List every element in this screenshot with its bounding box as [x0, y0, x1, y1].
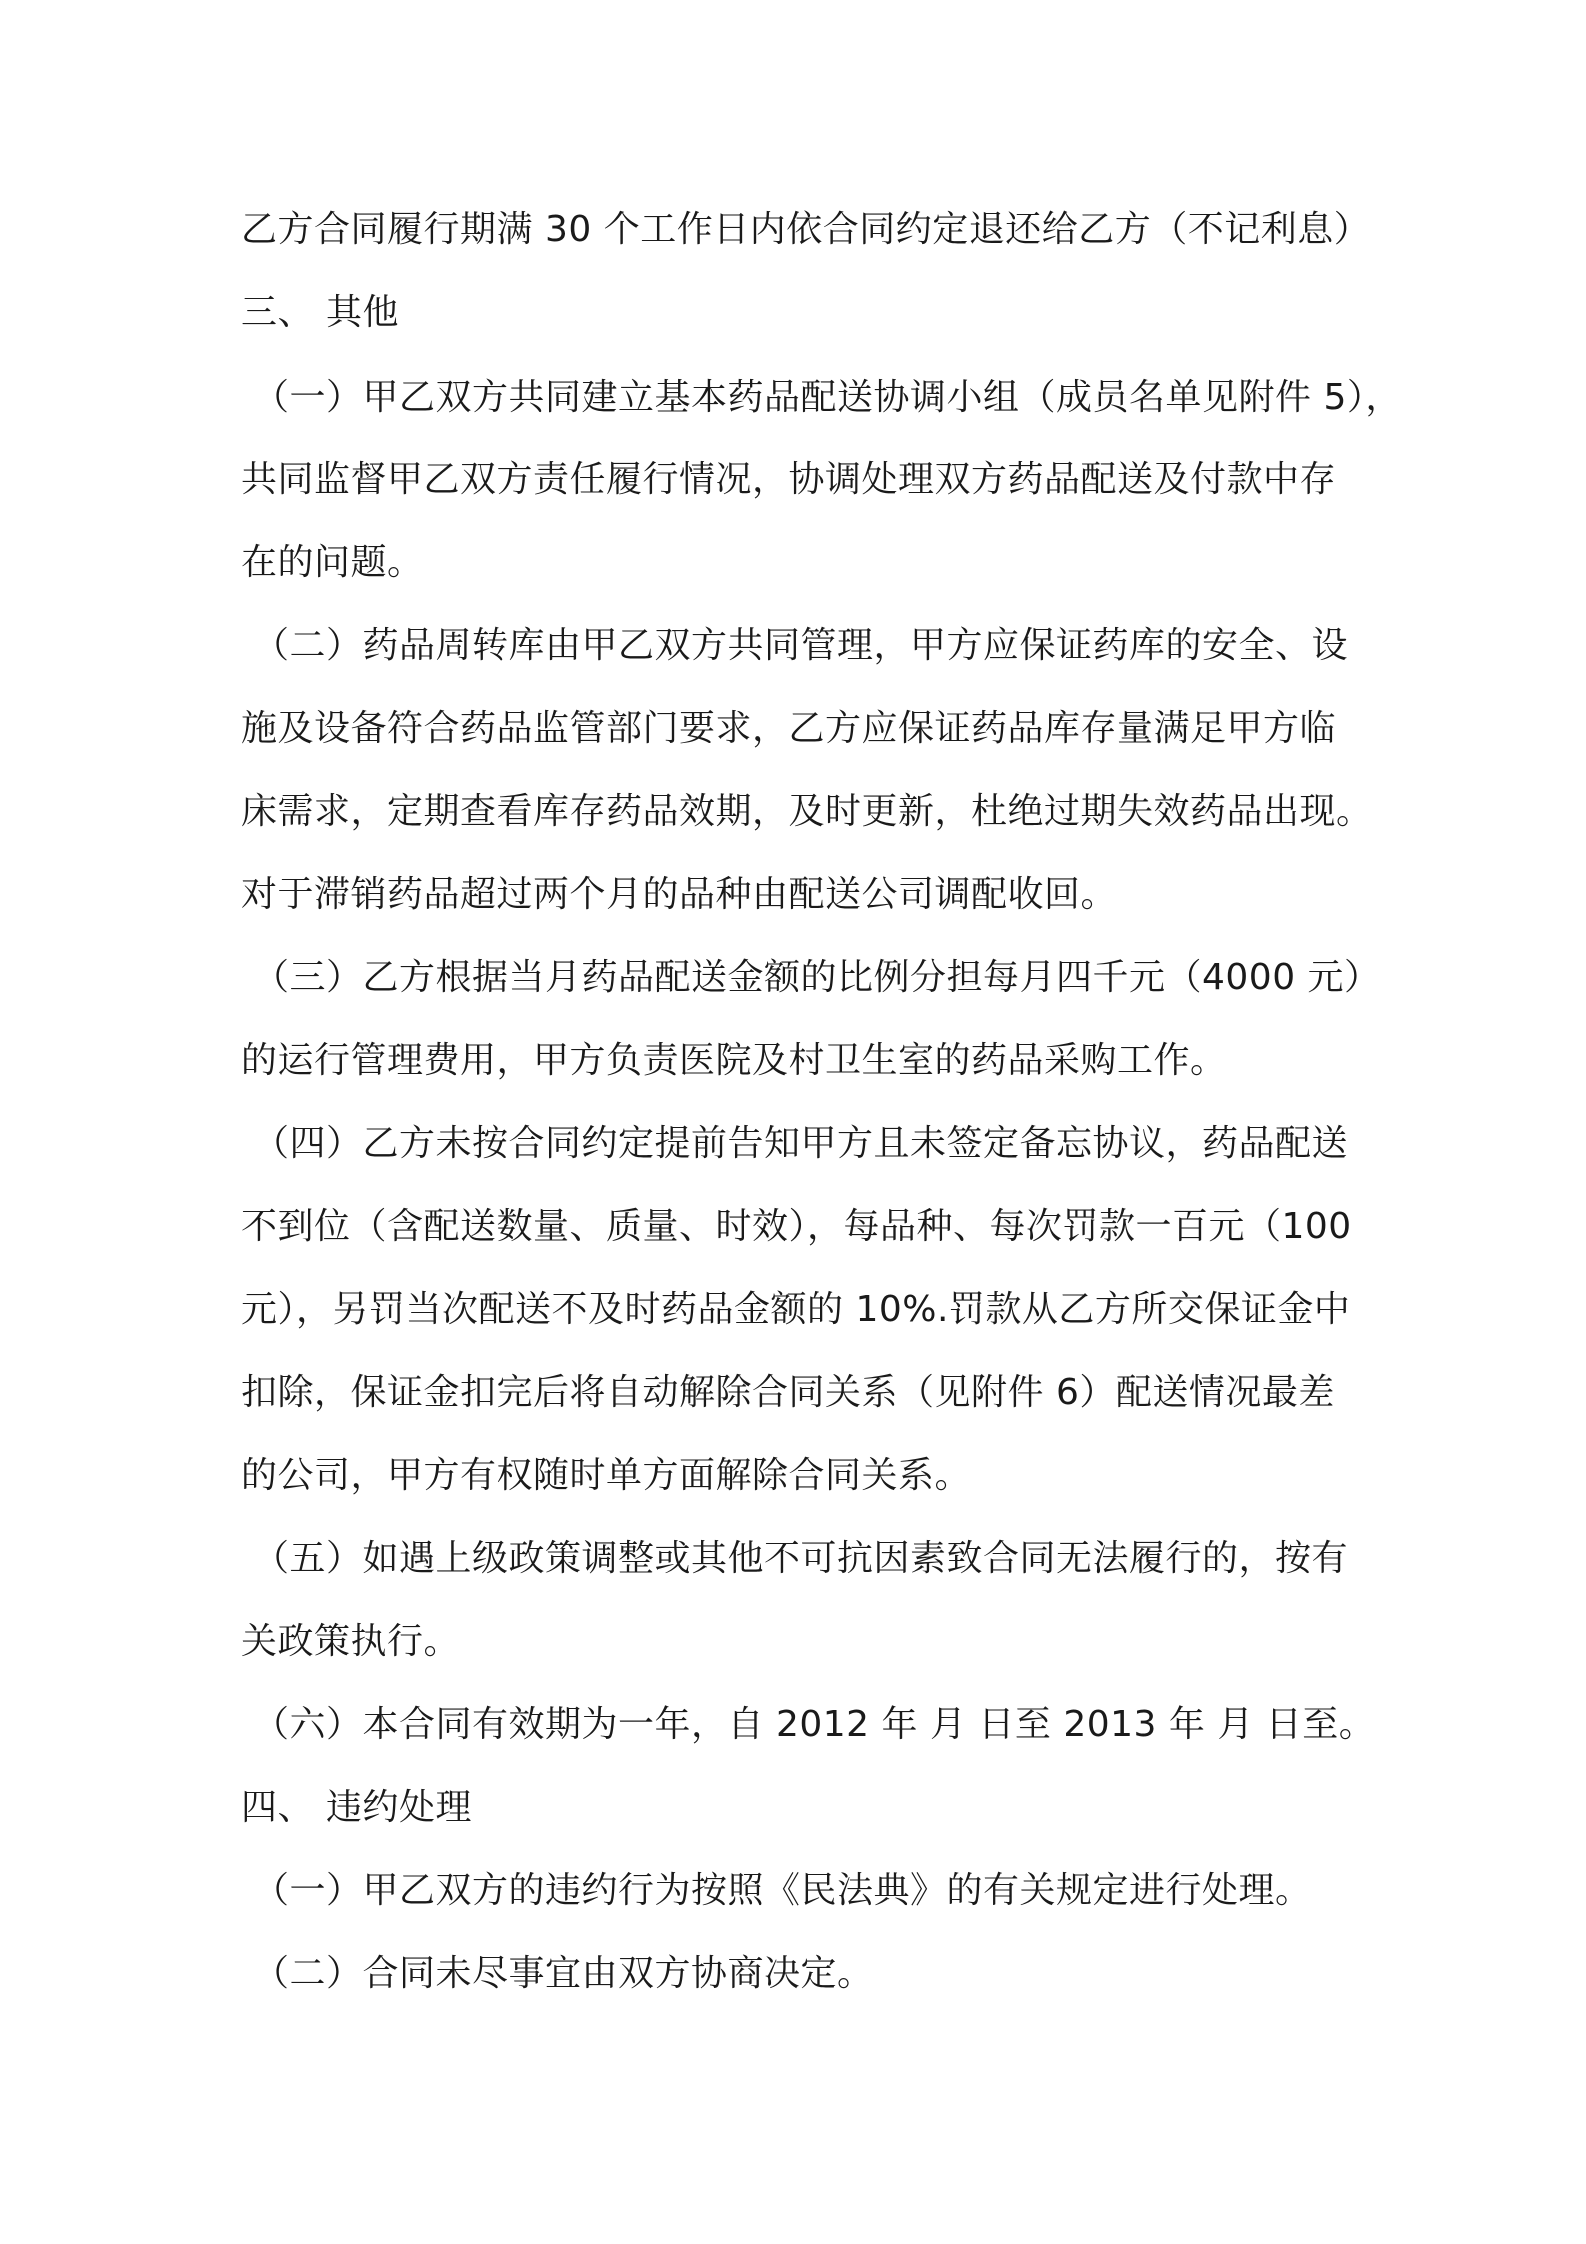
text-line: （二）药品周转库由甲乙双方共同管理，甲方应保证药库的安全、设: [253, 625, 1349, 666]
section-heading: 三、 其他: [241, 292, 399, 333]
text-line: 的公司，甲方有权随时单方面解除合同关系。: [241, 1455, 972, 1496]
text-line: （二）合同未尽事宜由双方协商决定。: [253, 1953, 874, 1994]
text-line: 共同监督甲乙双方责任履行情况，协调处理双方药品配送及付款中存: [241, 459, 1337, 500]
text-line: （一）甲乙双方的违约行为按照《民法典》的有关规定进行处理。: [253, 1870, 1312, 1911]
text-line: 扣除，保证金扣完后将自动解除合同关系（见附件 6）配送情况最差: [241, 1372, 1335, 1413]
text-line: 乙方合同履行期满 30 个工作日内依合同约定退还给乙方（不记利息）: [241, 209, 1371, 250]
text-line: （一）甲乙双方共同建立基本药品配送协调小组（成员名单见附件 5），: [253, 377, 1402, 418]
text-line: （四）乙方未按合同约定提前告知甲方且未签定备忘协议，药品配送: [253, 1123, 1349, 1164]
section-heading: 四、 违约处理: [241, 1787, 472, 1828]
text-line: （三）乙方根据当月药品配送金额的比例分担每月四千元（4000 元）: [253, 957, 1381, 998]
text-line: 床需求，定期查看库存药品效期，及时更新，杜绝过期失效药品出现。: [241, 791, 1373, 832]
text-line: （六）本合同有效期为一年，自 2012 年 月 日至 2013 年 月 日至。: [253, 1704, 1376, 1745]
text-line: 对于滞销药品超过两个月的品种由配送公司调配收回。: [241, 874, 1118, 915]
text-line: 的运行管理费用，甲方负责医院及村卫生室的药品采购工作。: [241, 1040, 1227, 1081]
text-line: （五）如遇上级政策调整或其他不可抗因素致合同无法履行的，按有: [253, 1538, 1349, 1579]
text-line: 不到位（含配送数量、质量、时效），每品种、每次罚款一百元（100: [241, 1206, 1352, 1247]
text-line: 施及设备符合药品监管部门要求，乙方应保证药品库存量满足甲方临: [241, 708, 1337, 749]
text-line: 在的问题。: [241, 542, 424, 583]
text-line: 关政策执行。: [241, 1621, 461, 1662]
text-line: 元），另罚当次配送不及时药品金额的 10%.罚款从乙方所交保证金中: [241, 1289, 1351, 1330]
